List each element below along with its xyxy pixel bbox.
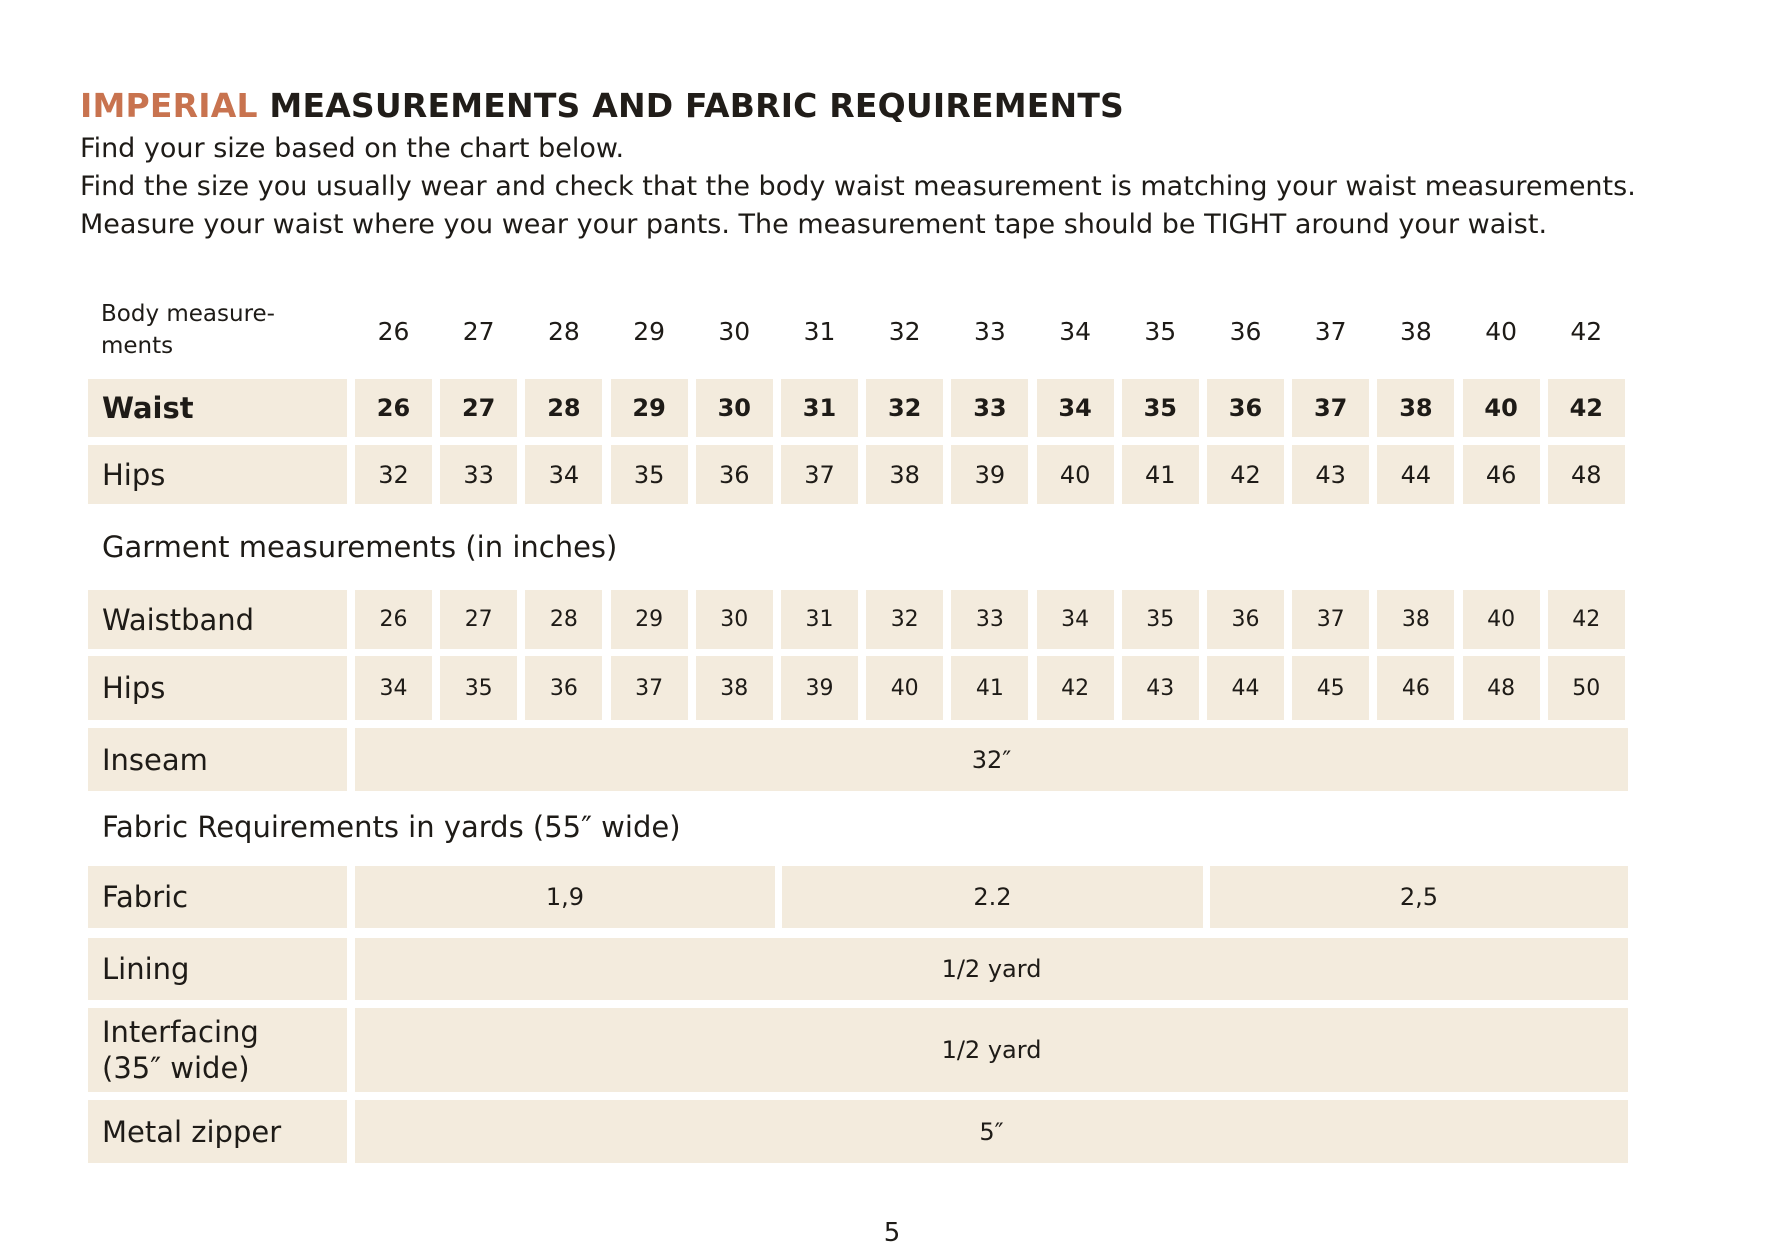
title-accent: IMPERIAL xyxy=(80,86,258,125)
size-header: 29 xyxy=(633,317,665,346)
row-label: Hips xyxy=(88,656,347,720)
size-value-cell: 48 xyxy=(1463,656,1540,720)
size-header: 37 xyxy=(1314,317,1347,346)
size-value-cell: 42 xyxy=(1548,590,1625,649)
title-rest: MEASUREMENTS AND FABRIC REQUIREMENTS xyxy=(269,86,1125,125)
size-value-cell: 50 xyxy=(1548,656,1625,720)
size-header: 26 xyxy=(377,317,410,346)
size-value-cell: 32 xyxy=(866,379,943,437)
row-label xyxy=(88,1008,347,1092)
size-value-cell: 36 xyxy=(1207,379,1284,437)
size-value-cell: 34 xyxy=(355,656,432,720)
inseam-value: 32″ xyxy=(355,728,1628,791)
size-value-cell: 34 xyxy=(1037,379,1114,437)
instructions xyxy=(80,130,1636,244)
size-header: 36 xyxy=(1229,317,1262,346)
size-header: 35 xyxy=(1144,317,1177,346)
size-value-cell: 44 xyxy=(1377,445,1454,504)
lining-value: 1/2 yard xyxy=(355,938,1628,1000)
size-value-cell: 37 xyxy=(1292,590,1369,649)
size-header: 31 xyxy=(803,317,836,346)
size-value-cell: 30 xyxy=(696,590,773,649)
size-value-cell: 39 xyxy=(781,656,858,720)
size-value-cell: 29 xyxy=(611,590,688,649)
size-value-cell: 41 xyxy=(1122,445,1199,504)
size-header: 30 xyxy=(718,317,751,346)
fabric-value: 2,5 xyxy=(1210,866,1628,928)
size-header-row xyxy=(88,296,1628,368)
size-value-cell: 36 xyxy=(1207,590,1284,649)
size-value-cell: 43 xyxy=(1292,445,1369,504)
row-label: Hips xyxy=(88,445,347,504)
size-value-cell: 30 xyxy=(696,379,773,437)
garment-section-title: Garment measurements (in inches) xyxy=(102,530,618,564)
size-value-cell: 38 xyxy=(1377,590,1454,649)
size-value-cell: 35 xyxy=(1122,379,1199,437)
size-value-cell: 26 xyxy=(355,590,432,649)
size-header: 34 xyxy=(1059,317,1091,346)
fabric-value: 1,9 xyxy=(355,866,775,928)
size-header: 38 xyxy=(1399,317,1432,346)
size-value-cell: 41 xyxy=(951,656,1028,720)
row-label: Inseam xyxy=(88,728,347,791)
fabric-section-title: Fabric Requirements in yards (55″ wide) xyxy=(102,810,681,844)
size-value-cell: 33 xyxy=(440,445,517,504)
size-value-cell: 38 xyxy=(1377,379,1454,437)
size-value-cell: 45 xyxy=(1292,656,1369,720)
row-label: Waistband xyxy=(88,590,347,649)
size-value-cell: 42 xyxy=(1548,379,1625,437)
size-value-cell: 27 xyxy=(440,590,517,649)
size-value-cell: 33 xyxy=(951,590,1028,649)
size-header: 40 xyxy=(1485,317,1517,346)
size-value-cell: 34 xyxy=(525,445,602,504)
label-line: (35″ wide) xyxy=(102,1051,250,1085)
size-value-cell: 32 xyxy=(355,445,432,504)
size-header: 27 xyxy=(462,317,495,346)
instruction-line: Find your size based on the chart below. xyxy=(80,133,625,164)
row-label: Lining xyxy=(88,938,347,1000)
size-value-cell: 31 xyxy=(781,590,858,649)
row-label: Fabric xyxy=(88,866,347,928)
size-header: 42 xyxy=(1570,317,1603,346)
instruction-line: Find the size you usually wear and check that the body waist measurement is matching your waist measurements. xyxy=(80,171,1636,202)
label-line: Interfacing xyxy=(102,1015,259,1049)
size-value-cell: 27 xyxy=(440,379,517,437)
size-value-cell: 26 xyxy=(355,379,432,437)
row-label: Metal zipper xyxy=(88,1100,347,1163)
size-value-cell: 34 xyxy=(1037,590,1114,649)
size-header: 28 xyxy=(547,317,580,346)
size-value-cell: 43 xyxy=(1122,656,1199,720)
interfacing-value: 1/2 yard xyxy=(355,1008,1628,1092)
size-value-cell: 42 xyxy=(1207,445,1284,504)
page-number: 5 xyxy=(883,1218,901,1248)
size-value-cell: 31 xyxy=(781,379,858,437)
size-value-cell: 35 xyxy=(1122,590,1199,649)
size-value-cell: 46 xyxy=(1377,656,1454,720)
size-value-cell: 40 xyxy=(1463,379,1540,437)
page-title xyxy=(80,86,1124,125)
label-line: Body measure- xyxy=(101,301,275,327)
size-header: 32 xyxy=(888,317,921,346)
instruction-line: Measure your waist where you wear your pants. The measurement tape should be TIGHT around your waist. xyxy=(80,209,1548,240)
body-measurements-label xyxy=(101,298,331,362)
row-label: Waist xyxy=(88,379,347,437)
size-value-cell: 36 xyxy=(696,445,773,504)
size-value-cell: 40 xyxy=(1037,445,1114,504)
size-value-cell: 46 xyxy=(1463,445,1540,504)
size-value-cell: 37 xyxy=(611,656,688,720)
size-value-cell: 44 xyxy=(1207,656,1284,720)
size-value-cell: 48 xyxy=(1548,445,1625,504)
size-header: 33 xyxy=(973,317,1006,346)
size-value-cell: 40 xyxy=(1463,590,1540,649)
size-value-cell: 36 xyxy=(525,656,602,720)
size-value-cell: 32 xyxy=(866,590,943,649)
size-value-cell: 42 xyxy=(1037,656,1114,720)
size-value-cell: 37 xyxy=(781,445,858,504)
size-value-cell: 35 xyxy=(611,445,688,504)
size-value-cell: 38 xyxy=(696,656,773,720)
size-value-cell: 28 xyxy=(525,379,602,437)
fabric-value: 2.2 xyxy=(782,866,1203,928)
size-value-cell: 37 xyxy=(1292,379,1369,437)
size-value-cell: 28 xyxy=(525,590,602,649)
size-value-cell: 39 xyxy=(951,445,1028,504)
size-value-cell: 33 xyxy=(951,379,1028,437)
size-value-cell: 38 xyxy=(866,445,943,504)
size-value-cell: 35 xyxy=(440,656,517,720)
size-value-cell: 29 xyxy=(611,379,688,437)
label-line: ments xyxy=(101,333,174,359)
size-value-cell: 40 xyxy=(866,656,943,720)
zipper-value: 5″ xyxy=(355,1100,1628,1163)
